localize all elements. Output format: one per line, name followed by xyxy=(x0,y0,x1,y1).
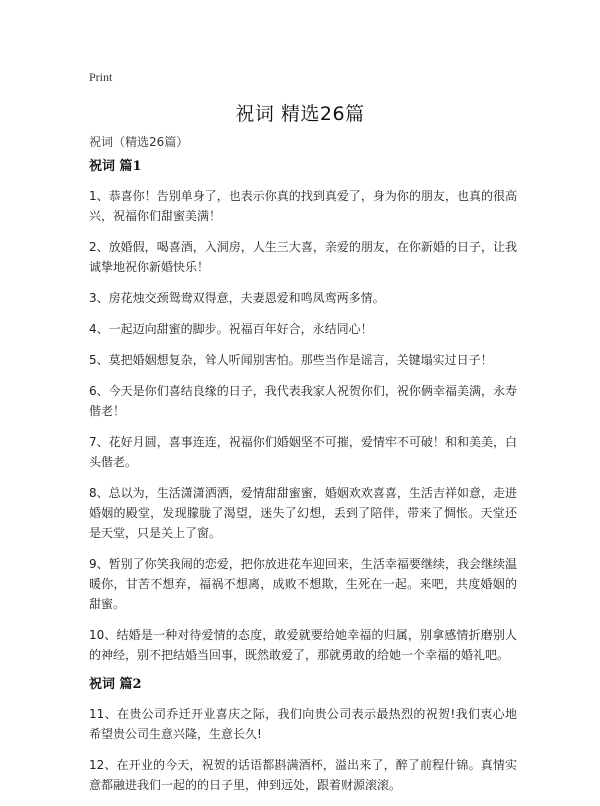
print-link[interactable]: Print xyxy=(89,70,113,84)
paragraph: 10、结婚是一种对待爱情的态度，敢爱就要给她幸福的归属，别拿感情折磨别人的神经，别不把结婚当回事，既然敢爱了，那就勇敢的给她一个幸福的婚礼吧。 xyxy=(89,628,517,662)
section-heading: 祝词 篇2 xyxy=(89,677,142,692)
paragraph: 8、总以为，生活潇潇洒洒，爱情甜甜蜜蜜，婚姻欢欢喜喜，生活吉祥如意，走进婚姻的殿堂，发现朦胧了渴望，迷失了幻想，丢到了陪伴，带来了惆怅。天堂还是天堂，只是关上了窗。 xyxy=(89,486,517,540)
paragraph: 11、在贵公司乔迁开业喜庆之际，我们向贵公司表示最热烈的祝贺!我们衷心地希望贵公司生意兴隆，生意长久! xyxy=(89,707,517,741)
document-body xyxy=(89,158,517,806)
page-title: 祝词 精选26篇 xyxy=(235,103,365,125)
paragraph: 2、放婚假，喝喜酒，入洞房，人生三大喜，亲爱的朋友，在你新婚的日子，让我诚挚地祝你新婚快乐！ xyxy=(89,240,517,274)
paragraph: 12、在开业的今天，祝贺的话语都斟满酒杯，溢出来了，醉了前程什锦。真情实意都融进我们一起的的日子里，伸到远处，跟着财源滚滚。 xyxy=(89,758,517,792)
paragraph: 6、今天是你们喜结良缘的日子，我代表我家人祝贺你们，祝你俩幸福美满，永寿偕老！ xyxy=(89,384,517,418)
section-2 xyxy=(89,676,517,795)
paragraph: 5、莫把婚姻想复杂，耸人听闻别害怕。那些当作是谣言，关键塌实过日子！ xyxy=(89,353,493,367)
paragraph: 9、暂别了你笑我闹的恋爱，把你放进花车迎回来，生活幸福要继续，我会继续温暖你，甘苦不想弃，福祸不想离，成败不想欺，生死在一起。来吧，共度婚姻的甜蜜。 xyxy=(89,557,517,611)
paragraph: 1、恭喜你！告别单身了，也表示你真的找到真爱了，身为你的朋友，也真的很高兴，祝福你们甜蜜美满！ xyxy=(89,189,517,223)
paragraph: 4、一起迈向甜蜜的脚步。祝福百年好合，永结同心！ xyxy=(89,322,373,336)
document-subtitle: 祝词（精选26篇） xyxy=(89,135,189,149)
section-1 xyxy=(89,158,517,665)
paragraph: 3、房花烛交颈鸳鸯双得意，夫妻恩爱和鸣凤鸾两多情。 xyxy=(89,291,385,305)
paragraph: 7、花好月圆，喜事连连，祝福你们婚姻坚不可摧，爱情牢不可破！和和美美，白头偕老。 xyxy=(89,435,517,469)
section-heading: 祝词 篇1 xyxy=(89,159,142,174)
